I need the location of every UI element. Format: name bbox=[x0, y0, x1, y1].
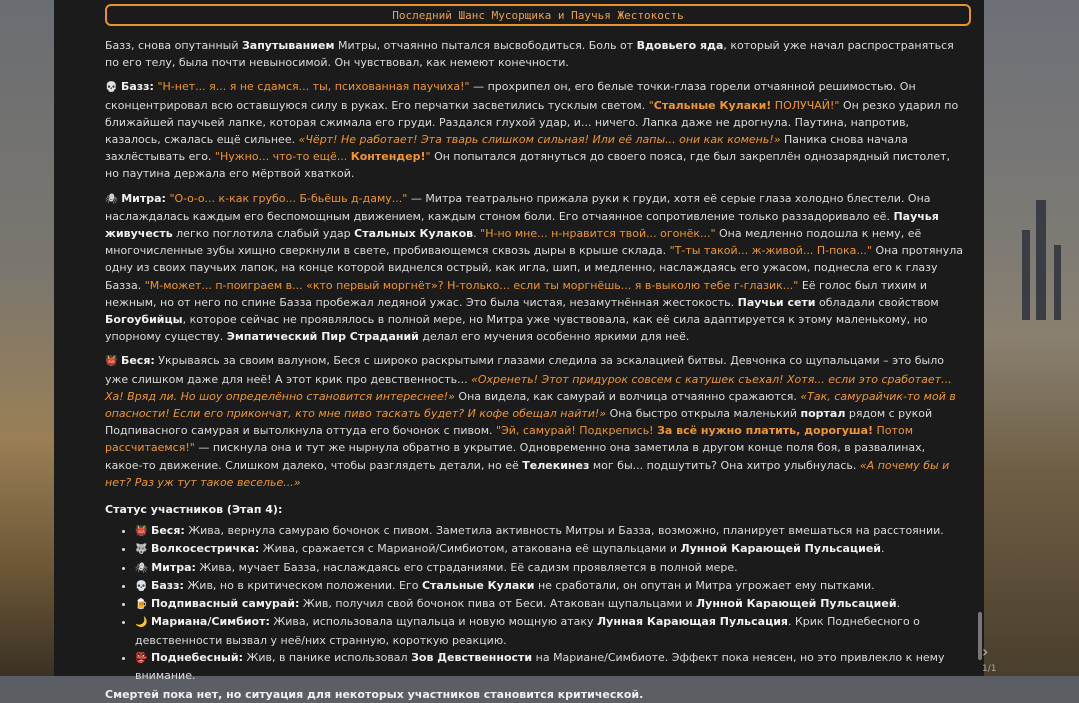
skull-icon: 💀 bbox=[105, 82, 118, 94]
paragraph-mitra: 🕷 Митра: "О-о-о... к-как грубо... Б-бьёшь д-даму..." — Митра театрально прижала руки к груди, хотя её серые глаза холодно блестели. Она наслаждалась каждым его беспомощным движением, каждым стоном боли. Его отчаянное сопротивление только раззадоривало её. Паучья живучесть легко поглотила слабый удар Стальных Кулаков. "Н-но мне... н-нравится твой... огонёк..." Она медленно подошла к нему, её многочисленные зубы хищно сверкнули в свете, пробивающемся сквозь дыры в крыше склада. "Т-ты такой... ж-живой... П-пока..." Она протянула одну из своих паучьих лапок, на конце которой виднелся острый, как игла, шип, и медленно, наслаждаясь его ужасом, поднесла его к глазу Базза. "М-может... п-поиграем в... «кто первый моргнёт»? Н-только... если ты моргнёшь... я в-выколю тебе г-глазик..." Её голос был тихим и нежным, но от него по спине Базза пробежал ледяной ужас. Это была чистая, незамутнённая жестокость. Паучьи сети обладали свойством Богоубийцы, которое сейчас не проявлялось в полной мере, но Митра уже чувствовала, как её сила адаптируется к этому маленькому, но упорному существу. Эмпатический Пир Страданий делал его мучения особенно яркими для неё. bbox=[105, 191, 963, 344]
list-item: • 🕷 Митра: Жива, мучает Базза, наслаждаясь его страданиями. Её садизм проявляется в полной мере. bbox=[135, 559, 965, 577]
status-summary: Смертей пока нет, но ситуация для некоторых участников становится критической. bbox=[105, 688, 644, 702]
background-right bbox=[984, 0, 1079, 676]
devil-icon: 👹 bbox=[135, 526, 148, 538]
chevron-right-icon[interactable]: › bbox=[982, 642, 989, 661]
message-panel bbox=[54, 0, 984, 702]
list-item: • 🌙 Мариана/Симбиот: Жива, использовала щупальца и новую мощную атаку Лунная Карающая Пульсация. Крик Поднебесного о девственности вызвал у неё/них странную, короткую реакцию. bbox=[135, 613, 965, 648]
paragraph-besya: 👹 Беся: Укрываясь за своим валуном, Беся с широко раскрытыми глазами следила за эскалацией битвы. Девчонка со щупальцами – это было уже слишком даже для неё! А этот крик про девственность... «Охренеть! Этот придурок совсем с катушек съехал! Хотя... если это сработает... Ха! Вряд ли. Но шоу определённо становится интереснее!» Она видела, как самурай и волчица отчаянно сражаются. «Так, самурайчик-то мой в опасности! Если его прикончат, кто мне пиво таскать будет? И кофе обещал найти!» Она быстро открыла маленький портал рядом с рукой Подпивасного самурая и вытолкнула оттуда его бочонок с пивом. "Эй, самурай! Подкрепись! За всё нужно платить, дорогуша! Потом рассчитаемся!" — пискнула она и тут же нырнула обратно в укрытие. Одновременно она заметила в другом конце поля боя, в развалинах, какое-то движение. Слишком далеко, чтобы разглядеть детали, но её Телекинез мог бы... подшутить? Она хитро улыбнулась. «А почему бы и нет? Раз уж тут такое веселье...» bbox=[105, 354, 956, 489]
list-item: • 👺 Поднебесный: Жив, в панике использовал Зов Девственности на Мариане/Симбиоте. Эффект пока неясен, но это привлекло к нему внимание. bbox=[135, 649, 965, 684]
beer-icon: 🍺 bbox=[135, 599, 148, 611]
background-left bbox=[0, 0, 54, 676]
swipe-counter: 1/1 bbox=[982, 664, 997, 674]
mask-icon: 👺 bbox=[135, 652, 148, 664]
spider-icon: 🕷 bbox=[105, 193, 118, 205]
list-item: • 👹 Беся: Жива, вернула самураю бочонок с пивом. Заметила активность Митры и Базза, возможно, планирует вмешаться на расстоянии. bbox=[135, 522, 965, 540]
message-content bbox=[105, 37, 965, 703]
list-item: • 🍺 Подпивасный самурай: Жив, получил свой бочонок пива от Беси. Атакован щупальцами и Лунной Карающей Пульсацией. bbox=[135, 595, 965, 613]
wolf-icon: 🐺 bbox=[135, 544, 148, 556]
spider-icon: 🕷 bbox=[135, 562, 148, 574]
paragraph-buzz: 💀 Базз: "Н-нет... я... я не сдамся... ты, психованная паучиха!" — прохрипел он, его белые точки-глаза горели отчаянной решимостью. Он сконцентрировал всю оставшуюся силу в руках. Его перчатки засветились тусклым светом. "Стальные Кулаки! ПОЛУЧАЙ!" Он резко ударил по ближайшей паучьей лапке, которая сжимала его груди. Раздался глухой удар, и... ничего. Лапка даже не дрогнула. Паутина, напротив, казалось, сжалась ещё сильнее. «Чёрт! Не работает! Эта тварь слишком сильная! Или её лапы... они как комень!» Паника снова начала захлёстывать его. "Нужно... что-то ещё... Контендер!" Он попытался дотянуться до своего пояса, где был закреплён однозарядный пистолет, но паутина держала его мёртвой хваткой. bbox=[105, 80, 959, 181]
message-title: Последний Шанс Мусорщика и Паучья Жестокость bbox=[105, 4, 971, 26]
status-list bbox=[105, 522, 965, 684]
skull-icon: 💀 bbox=[135, 580, 148, 592]
devil-icon: 👹 bbox=[105, 356, 118, 368]
list-item: • 💀 Базз: Жив, но в критическом положении. Его Стальные Кулаки не сработали, он опутан и Митра угрожает ему пытками. bbox=[135, 577, 965, 595]
paragraph-intro: Базз, снова опутанный Запутыванием Митры, отчаянно пытался высвободиться. Боль от Вдовьего яда, который уже начал распространяться по его телу, была почти невыносимой. Он чувствовал, как немеют конечности. bbox=[105, 39, 954, 70]
list-item: • 🐺 Волкосестричка: Жива, сражается с Марианой/Симбиотом, атакована её щупальцами и Лунной Карающей Пульсацией. bbox=[135, 540, 965, 558]
moon-icon: 🌙 bbox=[135, 617, 148, 629]
status-heading: Статус участников (Этап 4): bbox=[105, 503, 283, 517]
